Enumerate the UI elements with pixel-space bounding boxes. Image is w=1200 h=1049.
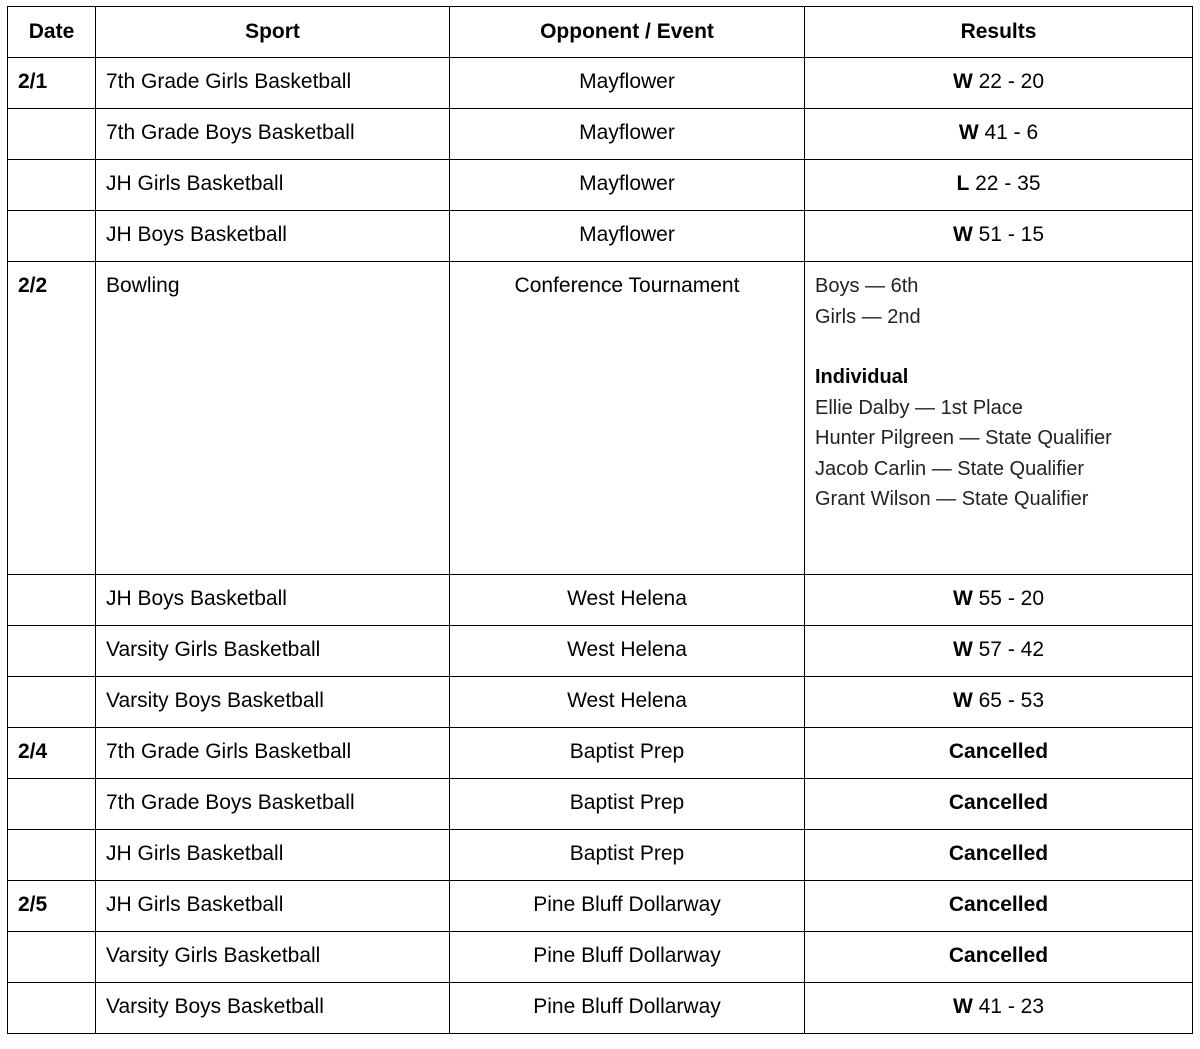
table-row xyxy=(8,881,1193,932)
row-date xyxy=(8,575,96,626)
team-result-boys: Boys — 6th xyxy=(815,275,919,297)
row-opponent: Pine Bluff Dollarway xyxy=(450,881,805,932)
header-sport: Sport xyxy=(96,7,450,58)
table-row xyxy=(8,211,1193,262)
row-date xyxy=(8,160,96,211)
row-sport: JH Girls Basketball xyxy=(96,160,450,211)
row-result-cancelled: Cancelled xyxy=(805,779,1193,830)
row-result xyxy=(805,58,1193,109)
result-outcome: W xyxy=(952,587,973,610)
table-row xyxy=(8,983,1193,1034)
result-score: 22 - 20 xyxy=(972,70,1045,93)
row-sport: Bowling xyxy=(96,262,450,575)
result-score: 22 - 35 xyxy=(969,172,1041,195)
result-outcome: W xyxy=(952,689,973,712)
result-outcome: L xyxy=(956,172,970,195)
row-opponent: West Helena xyxy=(450,626,805,677)
row-sport: Varsity Girls Basketball xyxy=(96,626,450,677)
result-score: 65 - 53 xyxy=(972,689,1045,712)
result-score: 51 - 15 xyxy=(972,223,1045,246)
team-result-girls: Girls — 2nd xyxy=(815,305,921,328)
table-row xyxy=(8,58,1193,109)
row-result-cancelled: Cancelled xyxy=(805,881,1193,932)
table-row xyxy=(8,728,1193,779)
table-row xyxy=(8,677,1193,728)
result-score: 55 - 20 xyxy=(972,587,1045,610)
result-outcome: W xyxy=(952,638,973,661)
row-result-detail xyxy=(805,262,1193,575)
individual-result: Jacob Carlin — State Qualifier xyxy=(815,457,1085,480)
row-sport: Varsity Boys Basketball xyxy=(96,677,450,728)
result-outcome: W xyxy=(952,223,973,246)
individual-heading: Individual xyxy=(815,366,909,388)
row-sport: 7th Grade Girls Basketball xyxy=(96,728,450,779)
result-score: 41 - 6 xyxy=(978,121,1039,144)
table-row xyxy=(8,932,1193,983)
row-sport: JH Girls Basketball xyxy=(96,881,450,932)
row-sport: Varsity Girls Basketball xyxy=(96,932,450,983)
row-result xyxy=(805,109,1193,160)
row-result-cancelled: Cancelled xyxy=(805,830,1193,881)
individual-result: Hunter Pilgreen — State Qualifier xyxy=(815,427,1112,449)
spacer xyxy=(815,332,1182,362)
row-result xyxy=(805,626,1193,677)
header-date: Date xyxy=(8,7,96,58)
row-date xyxy=(8,830,96,881)
row-opponent: Mayflower xyxy=(450,211,805,262)
row-date: 2/4 xyxy=(8,728,96,779)
row-date xyxy=(8,932,96,983)
table-row xyxy=(8,109,1193,160)
result-outcome: W xyxy=(952,70,973,93)
row-opponent: Pine Bluff Dollarway xyxy=(450,983,805,1034)
row-date xyxy=(8,211,96,262)
row-sport: JH Boys Basketball xyxy=(96,211,450,262)
row-date: 2/5 xyxy=(8,881,96,932)
row-opponent: West Helena xyxy=(450,575,805,626)
row-date xyxy=(8,779,96,830)
row-result-cancelled: Cancelled xyxy=(805,932,1193,983)
row-opponent: Pine Bluff Dollarway xyxy=(450,932,805,983)
header-opponent: Opponent / Event xyxy=(450,7,805,58)
row-date: 2/2 xyxy=(8,262,96,575)
row-sport: 7th Grade Boys Basketball xyxy=(96,109,450,160)
row-date xyxy=(8,109,96,160)
row-opponent: Mayflower xyxy=(450,58,805,109)
individual-result: Grant Wilson — State Qualifier xyxy=(815,488,1089,510)
table-row xyxy=(8,160,1193,211)
result-outcome: W xyxy=(952,995,973,1018)
row-opponent: Baptist Prep xyxy=(450,830,805,881)
row-result xyxy=(805,160,1193,211)
row-result xyxy=(805,211,1193,262)
row-opponent: Baptist Prep xyxy=(450,779,805,830)
row-date xyxy=(8,626,96,677)
table-row xyxy=(8,830,1193,881)
row-result xyxy=(805,983,1193,1034)
results-table-container xyxy=(7,6,1193,1034)
row-sport: 7th Grade Boys Basketball xyxy=(96,779,450,830)
results-table xyxy=(7,6,1193,1034)
row-sport: Varsity Boys Basketball xyxy=(96,983,450,1034)
result-outcome: W xyxy=(958,121,979,144)
table-row xyxy=(8,779,1193,830)
row-sport: JH Girls Basketball xyxy=(96,830,450,881)
result-score: 57 - 42 xyxy=(972,638,1045,661)
row-opponent: Mayflower xyxy=(450,109,805,160)
row-date xyxy=(8,983,96,1034)
row-result-cancelled: Cancelled xyxy=(805,728,1193,779)
header-results: Results xyxy=(805,7,1193,58)
result-score: 41 - 23 xyxy=(972,995,1045,1018)
row-opponent: Conference Tournament xyxy=(450,262,805,575)
row-sport: 7th Grade Girls Basketball xyxy=(96,58,450,109)
table-row-bowling xyxy=(8,262,1193,575)
row-result xyxy=(805,575,1193,626)
row-result xyxy=(805,677,1193,728)
table-row xyxy=(8,626,1193,677)
header-row xyxy=(8,7,1193,58)
row-opponent: Baptist Prep xyxy=(450,728,805,779)
table-row xyxy=(8,575,1193,626)
row-date xyxy=(8,677,96,728)
row-sport: JH Boys Basketball xyxy=(96,575,450,626)
individual-result: Ellie Dalby — 1st Place xyxy=(815,396,1023,419)
row-opponent: Mayflower xyxy=(450,160,805,211)
row-opponent: West Helena xyxy=(450,677,805,728)
row-date: 2/1 xyxy=(8,58,96,109)
